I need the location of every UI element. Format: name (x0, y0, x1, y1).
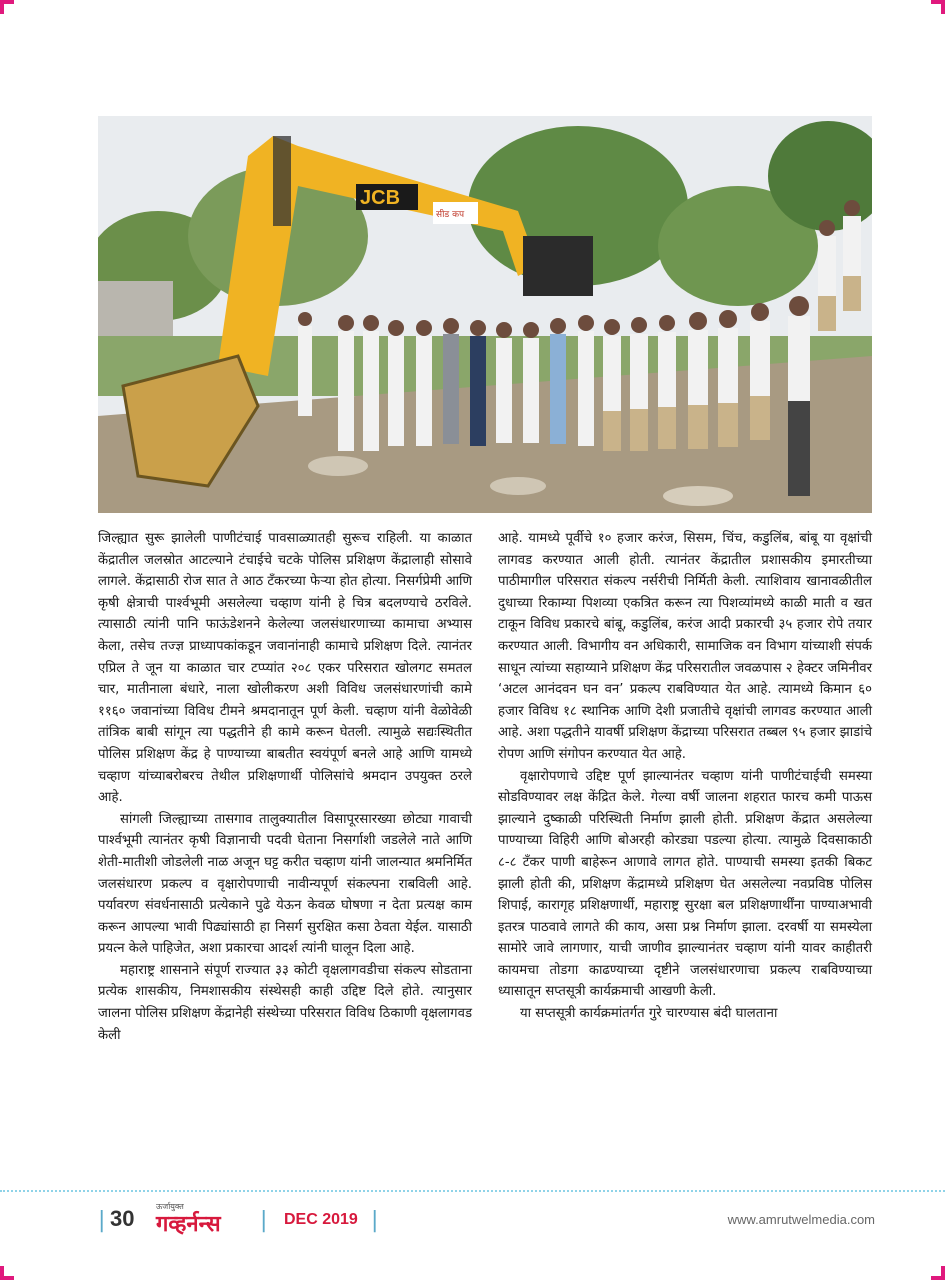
article-column-right (498, 528, 872, 1025)
article-paragraph: जिल्ह्यात सुरू झालेली पाणीटंचाई पावसाळ्यातही सुरूच राहिली. या काळात केंद्रातील जलस्रोत आटल्याने टंचाईचे चटके पोलिस प्रशिक्षण केंद्रालाही सोसावे लागले. केंद्रासाठी रोज सात ते आठ टँकरच्या फेऱ्या होत होत्या. निसर्गप्रेमी आणि कृषी क्षेत्राची पार्श्वभूमी असलेल्या चव्हाण यांनी हे चित्र बदलण्याचे ठरविले. त्यासाठी त्यांनी पानि फाऊंडेशनने केलेल्या जलसंधारणाच्या कामाचा अभ्यास केला, तसेच तज्ज्ञ प्राध्यापकांकडून जवानांनाही कामाचे प्रशिक्षण दिले. त्यानंतर एप्रिल ते जून या काळात चार टप्प्यांत २०८ एकर परिसरात खोलगट समतल चार, मातीनाला बंधारे, नाला खोलीकरण अशी विविध जलसंधारणांची कामे ११६० जवानांच्या विविध टीमने श्रमदानातून पूर्ण केली. चव्हाण यांनी वेळोवेळी तांत्रिक बाबी सांगून त्या पद्धतीने ही कामे करून घेतली. त्यामुळे सद्यःस्थितीत पोलिस प्रशिक्षण केंद्र हे पाण्याच्या बाबतीत स्वयंपूर्ण बनले आहे आणि यामध्ये चव्हाण यांच्याबरोबरच तेथील प्रशिक्षणार्थी पोलिसांचे श्रमदान उपयुक्त ठरले आहे. (98, 531, 472, 806)
photo-illustration (98, 116, 872, 513)
article-paragraph: या सप्तसूत्री कार्यक्रमांतर्गत गुरे चारण्यास बंदी घालताना (520, 1006, 778, 1022)
crop-mark-bottom-right (931, 1266, 945, 1280)
crop-mark-top-left (0, 0, 14, 14)
banner-text: सीड कप (436, 210, 465, 220)
article-paragraph: महाराष्ट्र शासनाने संपूर्ण राज्यात ३३ कोटी वृक्षलागवडीचा संकल्प सोडताना प्रत्येक शासकीय, निमशासकीय संस्थेसही काही उद्दिष्ट दिले होते. त्यानुसार जालना पोलिस प्रशिक्षण केंद्रानेही संस्थेच्या परिसरात विविध ठिकाणी वृक्षलागवड केली (98, 962, 472, 1043)
issue-date: DEC 2019 (284, 1211, 358, 1228)
article-column-left (98, 528, 472, 1046)
footer-divider (0, 1190, 945, 1192)
separator-bar: | (98, 1208, 106, 1233)
article-photo (98, 116, 872, 513)
page-number: 30 (110, 1206, 135, 1231)
logo-title: गव्हर्नन्स (156, 1212, 221, 1237)
logo-tagline: ऊर्जायुक्त (156, 1202, 184, 1211)
separator-bar: | (371, 1208, 379, 1233)
article-paragraph: आहे. यामध्ये पूर्वीचे १० हजार करंज, सिसम, चिंच, कडुलिंब, बांबू या वृक्षांची लागवड करण्यात आली होती. त्यानंतर केंद्रातील प्रशासकीय इमारतीच्या पाठीमागील परिसरात संकल्प नर्सरीची निर्मिती केली. त्याशिवाय खानावळीतील दुधाच्या रिकाम्या पिशव्या एकत्रित करून त्या पिशव्यांमध्ये काळी माती व खत टाकून विविध प्रकारचे बांबू, कडुलिंब, करंज आदी प्रकारची ३५ हजार रोपे तयार करण्यात आली. विभागीय वन अधिकारी, सामाजिक वन विभाग यांच्याशी संपर्क साधून त्यांच्या सहाय्याने प्रशिक्षण केंद्र परिसरातील जवळपास २ हेक्टर जमिनीवर ‘अटल आनंदवन घन वन’ प्रकल्प राबविण्यात येत आहे. त्यामध्ये किमान ६० हजार विविध १८ स्थानिक आणि देशी प्रजातीचे वृक्षांची लागवड करण्यात आली आहे. अशा पद्धतीने यावर्षी प्रशिक्षण केंद्राच्या परिसरात तब्बल ९५ हजार झाडांचे रोपण आणि संगोपन करण्यात येत आहे. (498, 531, 872, 762)
article-paragraph: वृक्षारोपणाचे उद्दिष्ट पूर्ण झाल्यानंतर चव्हाण यांनी पाणीटंचाईची समस्या सोडविण्यावर लक्ष केंद्रित केले. गेल्या वर्षी जालना शहरात फारच कमी पाऊस झाल्याने दुष्काळी परिस्थिती निर्माण झाली होती. प्रशिक्षण केंद्रात असलेल्या पाण्याच्या विहिरी आणि बोअरही कोरड्या पडल्या होत्या. त्यामुळे दिवसाकाठी ८-८ टँकर पाणी बाहेरून आणावे लागत होते. पाण्याची समस्या इतकी बिकट झाली होती की, प्रशिक्षण केंद्रामध्ये प्रशिक्षण घेत असलेल्या नवप्रविष्ठ पोलिस शिपाई, कारागृह प्रशिक्षणार्थी, महाराष्ट्र सुरक्षा बल प्रशिक्षणार्थींना पाण्याअभावी इतरत्र पाठवावे लागते की काय, असा प्रश्न निर्माण झाला. दरवर्षी या समस्येला सामोरे जावे लागणार, याची जाणीव झाल्यानंतर चव्हाण यांनी यावर काहीतरी कायमचा तोडगा काढण्याच्या दृष्टीने जलसंधारणाचा प्रकल्प राबविण्याच्या ध्यासातून सप्तसूत्री कार्यक्रमाची आखणी केली. (498, 768, 872, 1000)
separator-bar: | (260, 1208, 268, 1233)
crop-mark-bottom-left (0, 1266, 14, 1280)
page-footer (98, 1203, 875, 1237)
crop-mark-top-right (931, 0, 945, 14)
article-paragraph: सांगली जिल्ह्याच्या तासगाव तालुक्यातील विसापूरसारख्या छोट्या गावाची पार्श्वभूमी त्यानंतर कृषी विज्ञानाची पदवी घेताना निसर्गाशी जडलेले नाते आणि शेती-मातीशी जोडलेली नाळ अजून घट्ट करीत चव्हाण यांनी जालन्यात श्रमनिर्मित जलसंधारण प्रकल्प व वृक्षारोपणाची नावीन्यपूर्ण संकल्पना राबविली आहे. पर्यावरण संवर्धनासाठी प्रत्येकाने पुढे येऊन केवळ घोषणा न देता प्रत्यक्ष काम करून आपल्या भावी पिढ्यांसाठी हा निसर्ग सुरक्षित कसा ठेवता येईल. यासाठी प्रयत्न केले पाहिजेत, अशा प्रकारचा आदर्श त्यांनी घालून दिला आहे. (98, 811, 472, 957)
website-link[interactable]: www.amrutwelmedia.com (727, 1212, 875, 1227)
jcb-logo-text: JCB (360, 187, 401, 209)
